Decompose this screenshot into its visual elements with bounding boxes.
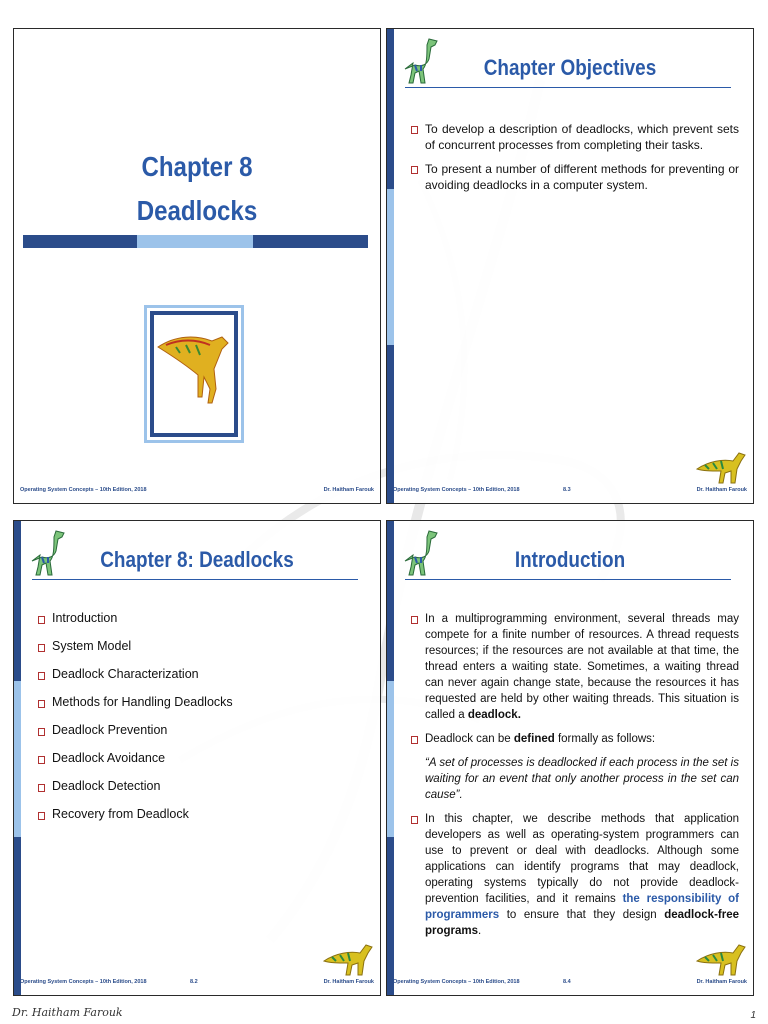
slide-introduction: [386, 520, 754, 996]
list-item: Deadlock Avoidance: [38, 751, 366, 779]
title-bar: [23, 235, 368, 248]
slide-title: Introduction: [514, 547, 626, 572]
bold-text: deadlock-free programs: [425, 909, 739, 937]
slide-title: [13, 28, 381, 504]
list-item: Deadlock Detection: [38, 779, 366, 807]
slide-title: Chapter Objectives: [483, 55, 657, 80]
footer-author: Dr. Haitham Farouk: [696, 487, 747, 493]
slide-objectives: [386, 28, 754, 504]
paragraph-text: In a multiprogramming environment, several threads may compete for a finite number of resources. A thread requests resources; if the resources are not available at that time, the thread enters a waiting state. Sometimes, a waiting thread can never again change state, because the resources it has requested are held by other waiting threads. This situation is called a: [425, 613, 739, 721]
footer: [387, 487, 753, 497]
list-item: [411, 611, 739, 723]
introduction-text: [411, 611, 739, 947]
paragraph-text: Deadlock can be: [425, 733, 514, 745]
title-rule: [32, 579, 358, 580]
footer: [387, 979, 753, 989]
list-item: Introduction: [38, 611, 366, 639]
objectives-list: [411, 121, 739, 201]
list-item: Deadlock Prevention: [38, 723, 366, 751]
list-item: [411, 811, 739, 939]
sidebar-bar: [387, 521, 394, 995]
list-item: Methods for Handling Deadlocks: [38, 695, 366, 723]
chapter-name: Deadlocks: [136, 195, 258, 226]
list-item: Deadlock Characterization: [38, 667, 366, 695]
footer-course: Operating System Concepts – 10th Edition, 2018: [393, 979, 520, 985]
paragraph-text: .: [478, 925, 482, 937]
title-rule: [405, 87, 731, 88]
page-number: 1: [750, 1010, 756, 1021]
list-item: System Model: [38, 639, 366, 667]
title-rule: [405, 579, 731, 580]
footer-course: Operating System Concepts – 10th Edition, 2018: [20, 487, 147, 493]
footer-course: Operating System Concepts – 10th Edition, 2018: [20, 979, 147, 985]
deadlock-term: deadlock.: [467, 709, 521, 721]
paragraph-text: formally as follows:: [554, 733, 656, 745]
contents-list: [38, 611, 366, 835]
highlight-text: the responsibility of programmers: [425, 893, 739, 921]
footer-page: 8.2: [190, 979, 198, 985]
dinosaur-icon: [695, 931, 747, 979]
sidebar-bar: [14, 521, 21, 995]
defined-term: defined: [513, 733, 555, 745]
page-signature: Dr. Haitham Farouk: [12, 1006, 123, 1019]
footer-author: Dr. Haitham Farouk: [323, 979, 374, 985]
slide-contents: [13, 520, 381, 996]
chapter-title: [40, 145, 355, 233]
paragraph-text: In this chapter, we describe methods that application developers as well as operating-system programmers can use to prevent or deal with deadlocks. Although some applications can identify programs that may deadlock, operating systems typically do not provide deadlock-prevention facilities, and it remains: [425, 813, 739, 905]
footer-author: Dr. Haitham Farouk: [696, 979, 747, 985]
slide-title: Chapter 8: Deadlocks: [100, 547, 294, 572]
dinosaur-icon: [695, 439, 747, 487]
footer-author: Dr. Haitham Farouk: [323, 487, 374, 493]
definition-quote: “A set of processes is deadlocked if each process in the set is waiting for an event that only another process in the set can cause”.: [425, 757, 739, 801]
footer: [14, 487, 380, 497]
footer-page: 8.3: [563, 487, 571, 493]
list-item: [411, 731, 739, 747]
list-item: Recovery from Deadlock: [38, 807, 366, 835]
chapter-number: Chapter 8: [141, 151, 253, 182]
footer-course: Operating System Concepts – 10th Edition, 2018: [393, 487, 520, 493]
dinosaur-icon: [156, 317, 232, 425]
paragraph-text: to ensure that they design: [499, 909, 665, 921]
footer: [14, 979, 380, 989]
list-item: To present a number of different methods for preventing or avoiding deadlocks in a computer system.: [411, 161, 739, 193]
dinosaur-icon: [322, 931, 374, 979]
list-item: To develop a description of deadlocks, which prevent sets of concurrent processes from completing their tasks.: [411, 121, 739, 153]
dinosaur-picture-frame: [144, 305, 244, 443]
sidebar-bar: [387, 29, 394, 503]
footer-page: 8.4: [563, 979, 571, 985]
